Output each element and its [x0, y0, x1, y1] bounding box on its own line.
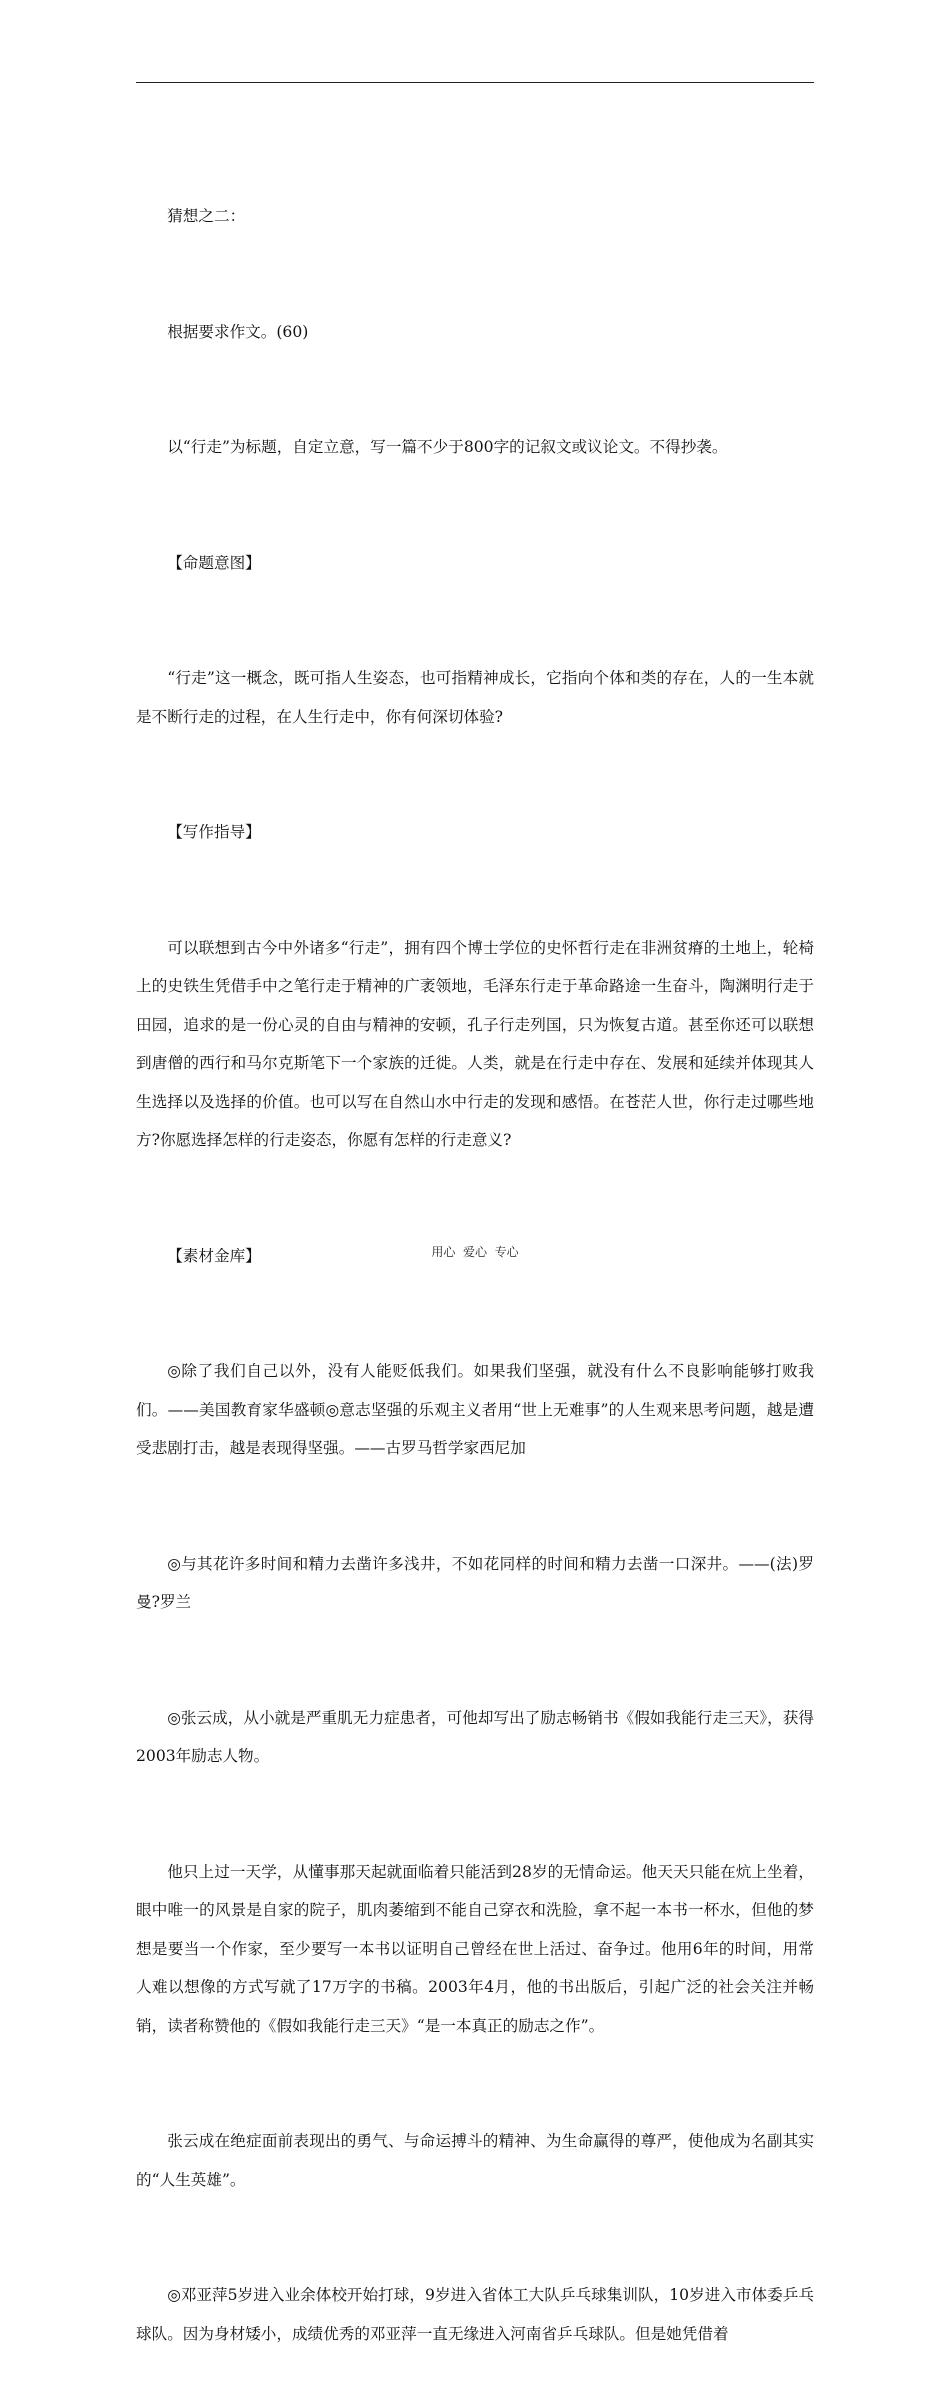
section-heading-intent: 【命题意图】 [167, 553, 261, 572]
paragraph-material-1: ◎除了我们自己以外，没有人能贬低我们。如果我们坚强，就没有什么不良影响能够打败我们。——美国教育家华盛顿◎意志坚强的乐观主义者用“世上无难事”的人生观来思考问题，越是遭受悲剧打击，越是表现得坚强。——古罗马哲学家西尼加 [136, 1362, 814, 1457]
paragraph-heading-guess: 猜想之二： [167, 207, 246, 225]
section-heading-guidance: 【写作指导】 [167, 823, 261, 841]
paragraph-prompt: 以“行走”为标题，自定立意，写一篇不少于800字的记叙文或议论文。不得抄袭。 [167, 438, 728, 456]
paragraph-material-2: ◎与其花许多时间和精力去凿许多浅井，不如花同样的时间和精力去凿一口深井。——(法)罗曼?罗兰 [136, 1554, 814, 1611]
paragraph-intent: “行走”这一概念，既可指人生姿态，也可指精神成长，它指向个体和类的存在，人的一生本就是不断行走的过程，在人生行走中，你有何深切体验? [136, 669, 814, 726]
header-rule [136, 82, 814, 83]
paragraph-instruction: 根据要求作文。(60) [167, 322, 309, 341]
page-footer: 用心 爱心 专心 [431, 1245, 519, 1259]
paragraph-guidance: 可以联想到古今中外诸多“行走”，拥有四个博士学位的史怀哲行走在非洲贫瘠的土地上，轮椅上的史铁生凭借手中之笔行走于精神的广袤领地，毛泽东行走于革命路途一生奋斗，陶渊明行走于田园，追求的是一份心灵的自由与精神的安顿，孔子行走列国，只为恢复古道。甚至你还可以联想到唐僧的西行和马尔克斯笔下一个家族的迁徙。人类，就是在行走中存在、发展和延续并体现其人生选择以及选择的价值。也可以写在自然山水中行走的发现和感悟。在苍茫人世，你行走过哪些地方?你愿选择怎样的行走姿态，你愿有怎样的行走意义? [136, 938, 814, 1149]
section-heading-materials: 【素材金库】 [167, 1246, 261, 1265]
paragraph-material-4: ◎邓亚萍5岁进入业余体校开始打球，9岁进入省体工大队乒乓球集训队，10岁进入市体委乒乓球队。因为身材矮小，成绩优秀的邓亚萍一直无缘进入河南省乒乓球队。但是她凭借着 [136, 2286, 814, 2343]
paragraph-material-3-detail: 他只上过一天学，从懂事那天起就面临着只能活到28岁的无情命运。他天天只能在炕上坐着，眼中唯一的风景是自家的院子，肌肉萎缩到不能自己穿衣和洗脸，拿不起一本书一杯水，但他的梦想是要当一个作家，至少要写一本书以证明自己曾经在世上活过、奋争过。他用6年的时间，用常人难以想像的方式写就了17万字的书稿。2003年4月，他的书出版后，引起广泛的社会关注并畅销，读者称赞他的《假如我能行走三天》“是一本真正的励志之作”。 [136, 1862, 814, 2035]
paragraph-material-3-summary: 张云成在绝症面前表现出的勇气、与命运搏斗的精神、为生命赢得的尊严，使他成为名副其实的“人生英雄”。 [136, 2132, 814, 2189]
paragraph-material-3: ◎张云成，从小就是严重肌无力症患者，可他却写出了励志畅销书《假如我能行走三天》，获得2003年励志人物。 [136, 1708, 814, 1765]
